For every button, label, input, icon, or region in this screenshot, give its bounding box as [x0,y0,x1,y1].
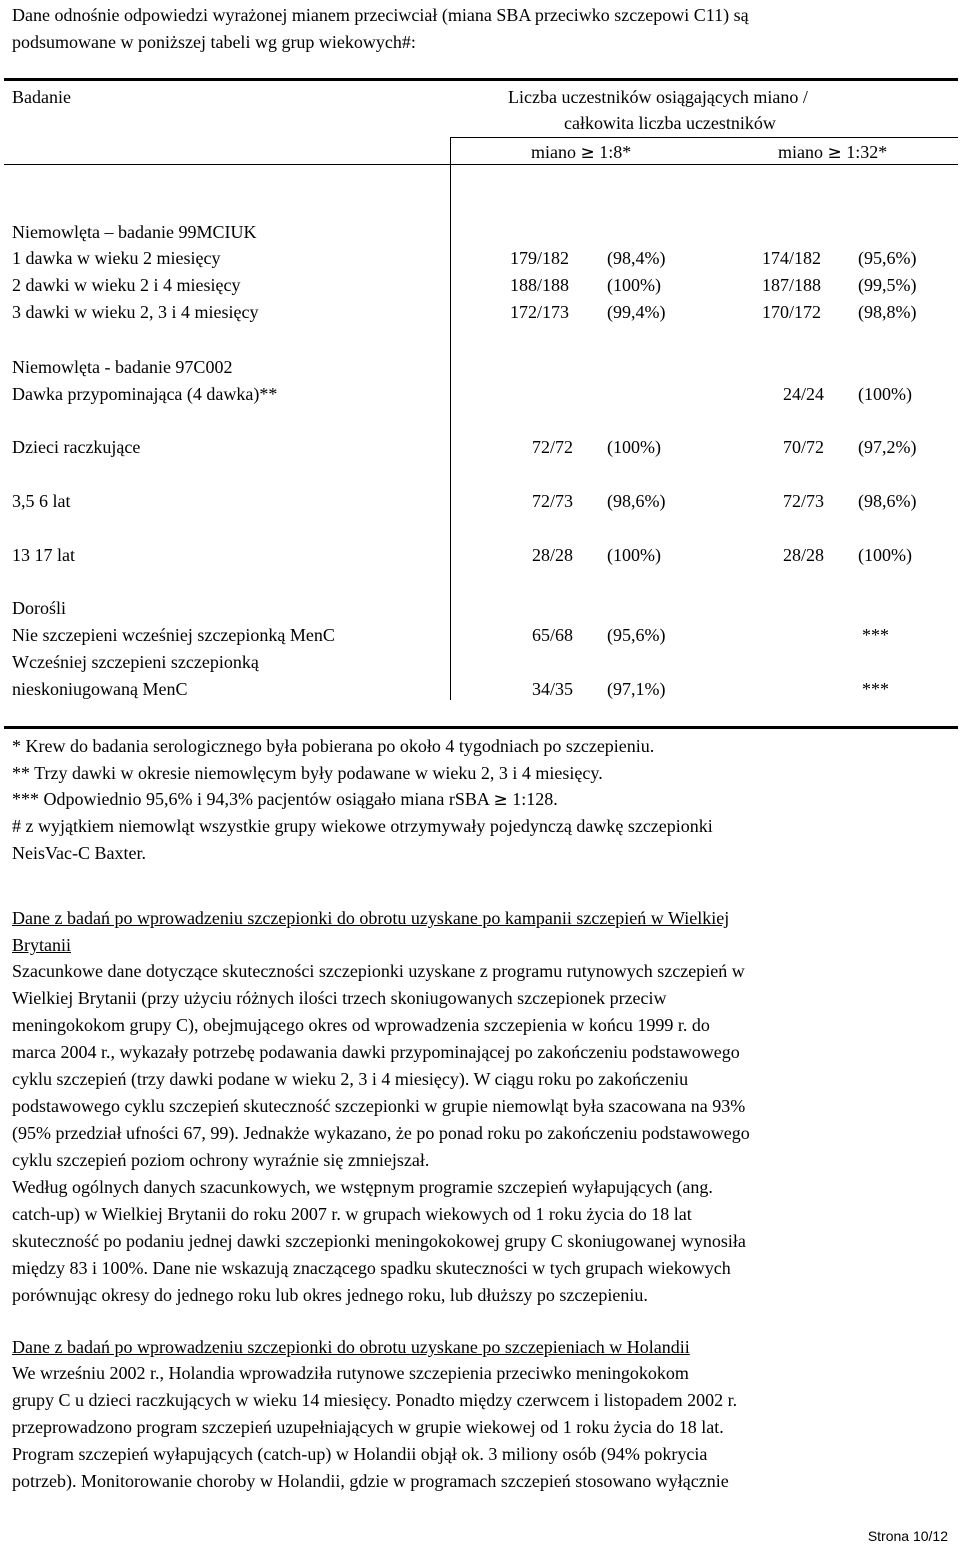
body-line: Szacunkowe dane dotyczące skuteczności szczepionki uzyskane z programu rutynowych szczepień w [12,961,745,981]
header-divider [450,137,958,138]
group-title: Dzieci raczkujące [12,437,141,457]
body-line: catch-up) w Wielkiej Brytanii do roku 2007 r. w grupach wiekowych od 1 roku życia do 18 lat [12,1204,692,1224]
body-line: między 83 i 100%. Dane nie wskazują znaczącego spadku skuteczności w tych grupach wiekowych [12,1258,731,1278]
cell-percent-titre-8: (98,6%) [607,491,666,511]
cell-percent-titre-32: (98,8%) [858,302,917,322]
greater-equal-icon: ≥ [827,143,842,163]
greater-equal-icon: ≥ [580,143,595,163]
footnote-1: * Krew do badania serologicznego była pobierana po około 4 tygodniach po szczepieniu. [12,736,655,756]
cell-count-titre-8: 34/35 [532,679,574,699]
header-title-line-1: Liczba uczestników osiągających miano / [508,87,808,107]
cell-count-titre-32: 174/182 [762,248,822,268]
section-uk-heading-line-1: Dane z badań po wprowadzeniu szczepionki do obrotu uzyskane po kampanii szczepień w Wielkiej [12,908,730,928]
header-col-titre-8: miano ≥ 1:8* [531,142,632,163]
cell-percent-titre-8: (97,1%) [607,679,666,699]
cell-percent-titre-32: (99,5%) [858,275,917,295]
cell-percent-titre-32: (97,2%) [858,437,917,457]
footnote-2: ** Trzy dawki w okresie niemowlęcym były podawane w wieku 2, 3 i 4 miesięcy. [12,763,603,783]
cell-titre-32-footnote: *** [862,679,889,699]
cell-percent-titre-8: (100%) [607,437,661,457]
section-uk-heading-line-2: Brytanii [12,935,71,955]
body-line: skuteczność po podaniu jednej dawki szczepionki meningokokowej grupy C skoniugowanej wynosiła [12,1231,746,1251]
header-study: Badanie [12,87,71,107]
cell-percent-titre-8: (99,4%) [607,302,666,322]
body-line: cyklu szczepień poziom ochrony wyraźnie się zmniejszał. [12,1150,430,1170]
page-number: Strona 10/12 [867,1528,948,1544]
row-label: nieskoniugowaną MenC [12,679,188,699]
body-line: porównując okresy do jednego roku lub okres jednego roku, lub dłuższy po szczepieniu. [12,1285,648,1305]
row-label-line-1: Wcześniej szczepieni szczepionką [12,652,259,672]
body-line: potrzeb). Monitorowanie choroby w Holandii, gdzie w programach szczepień stosowano wyłącznie [12,1471,729,1491]
cell-percent-titre-32: (98,6%) [858,491,917,511]
row-label: 2 dawki w wieku 2 i 4 miesięcy [12,275,241,295]
body-line: cyklu szczepień (trzy dawki podane w wieku 2, 3 i 4 miesięcy). W ciągu roku po zakończeniu [12,1069,689,1089]
cell-percent-titre-32: (100%) [858,384,912,404]
greater-equal-icon: ≥ [493,790,508,810]
section-uk-body [12,958,952,1309]
cell-count-titre-32: 70/72 [783,437,825,457]
body-line: Program szczepień wyłapujących (catch-up) w Holandii objął ok. 3 miliony osób (94% pokrycia [12,1444,708,1464]
group-title: 3,5 6 lat [12,491,71,511]
cell-percent-titre-8: (100%) [607,545,661,565]
row-label: Nie szczepieni wcześniej szczepionką MenC [12,625,335,645]
cell-percent-titre-8: (100%) [607,275,661,295]
group-title: Niemowlęta - badanie 97C002 [12,357,233,377]
body-line: przeprowadzono program szczepień uzupełniających w grupie wiekowej od 1 roku życia do 18 lat. [12,1417,724,1437]
footnote-4-line-1: # z wyjątkiem niemowląt wszystkie grupy wiekowe otrzymywały pojedynczą dawkę szczepionki [12,816,713,836]
header-col-titre-32: miano ≥ 1:32* [778,142,888,163]
cell-count-titre-32: 24/24 [783,384,825,404]
cell-count-titre-32: 72/73 [783,491,825,511]
footnote-4-line-2: NeisVac-C Baxter. [12,843,146,863]
table-bottom-rule [4,726,958,729]
cell-titre-32-footnote: *** [862,625,889,645]
group-title: 13 17 lat [12,545,75,565]
cell-count-titre-8: 179/182 [510,248,570,268]
intro-line-2: podsumowane w poniższej tabeli wg grup wiekowych#: [12,32,416,52]
body-line: grupy C u dzieci raczkujących w wieku 14 miesięcy. Ponadto między czerwcem i listopadem 2002 r. [12,1390,738,1410]
cell-count-titre-32: 170/172 [762,302,822,322]
header-bottom-rule [4,164,958,165]
cell-percent-titre-32: (100%) [858,545,912,565]
body-line: marca 2004 r., wykazały potrzebę podawania dawki przypominającej po zakończeniu podstawowego [12,1042,740,1062]
table-top-rule [4,78,958,81]
cell-count-titre-8: 65/68 [532,625,574,645]
cell-percent-titre-8: (95,6%) [607,625,666,645]
intro-line-1: Dane odnośnie odpowiedzi wyrażonej mianem przeciwciał (miana SBA przeciwko szczepowi C11) są [12,5,749,25]
body-line: (95% przedział ufności 67, 99). Jednakże wykazano, że po ponad roku po zakończeniu podstawowego [12,1123,750,1143]
row-label: 3 dawki w wieku 2, 3 i 4 miesięcy [12,302,259,322]
cell-count-titre-32: 187/188 [762,275,822,295]
body-line: meningokokom grupy C), obejmującego okres od wprowadzenia szczepienia w końcu 1999 r. do [12,1015,710,1035]
row-label: 1 dawka w wieku 2 miesięcy [12,248,221,268]
cell-percent-titre-8: (98,4%) [607,248,666,268]
section-nl-body [12,1360,952,1495]
cell-count-titre-8: 28/28 [532,545,574,565]
body-line: Według ogólnych danych szacunkowych, we wstępnym programie szczepień wyłapujących (ang. [12,1177,713,1197]
cell-count-titre-8: 72/72 [532,437,574,457]
group-title: Niemowlęta – badanie 99MCIUK [12,222,257,242]
footnote-3: *** Odpowiednio 95,6% i 94,3% pacjentów osiągało miana rSBA ≥ 1:128. [12,789,558,810]
body-line: We wrześniu 2002 r., Holandia wprowadziła rutynowe szczepienia przeciwko meningokokom [12,1363,689,1383]
body-line: podstawowego cyklu szczepień skuteczność szczepionki w grupie niemowląt była szacowana na 93% [12,1096,746,1116]
cell-count-titre-8: 72/73 [532,491,574,511]
cell-count-titre-8: 188/188 [510,275,570,295]
cell-percent-titre-32: (95,6%) [858,248,917,268]
header-title-line-2: całkowita liczba uczestników [564,113,776,133]
cell-count-titre-32: 28/28 [783,545,825,565]
group-title: Dorośli [12,598,66,618]
body-line: Wielkiej Brytanii (przy użyciu różnych ilości trzech skoniugowanych szczepionek przeciw [12,988,667,1008]
cell-count-titre-8: 172/173 [510,302,570,322]
table-column-divider [450,137,451,700]
section-nl-heading: Dane z badań po wprowadzeniu szczepionki do obrotu uzyskane po szczepieniach w Holandii [12,1337,690,1357]
row-label: Dawka przypominająca (4 dawka)** [12,384,278,404]
